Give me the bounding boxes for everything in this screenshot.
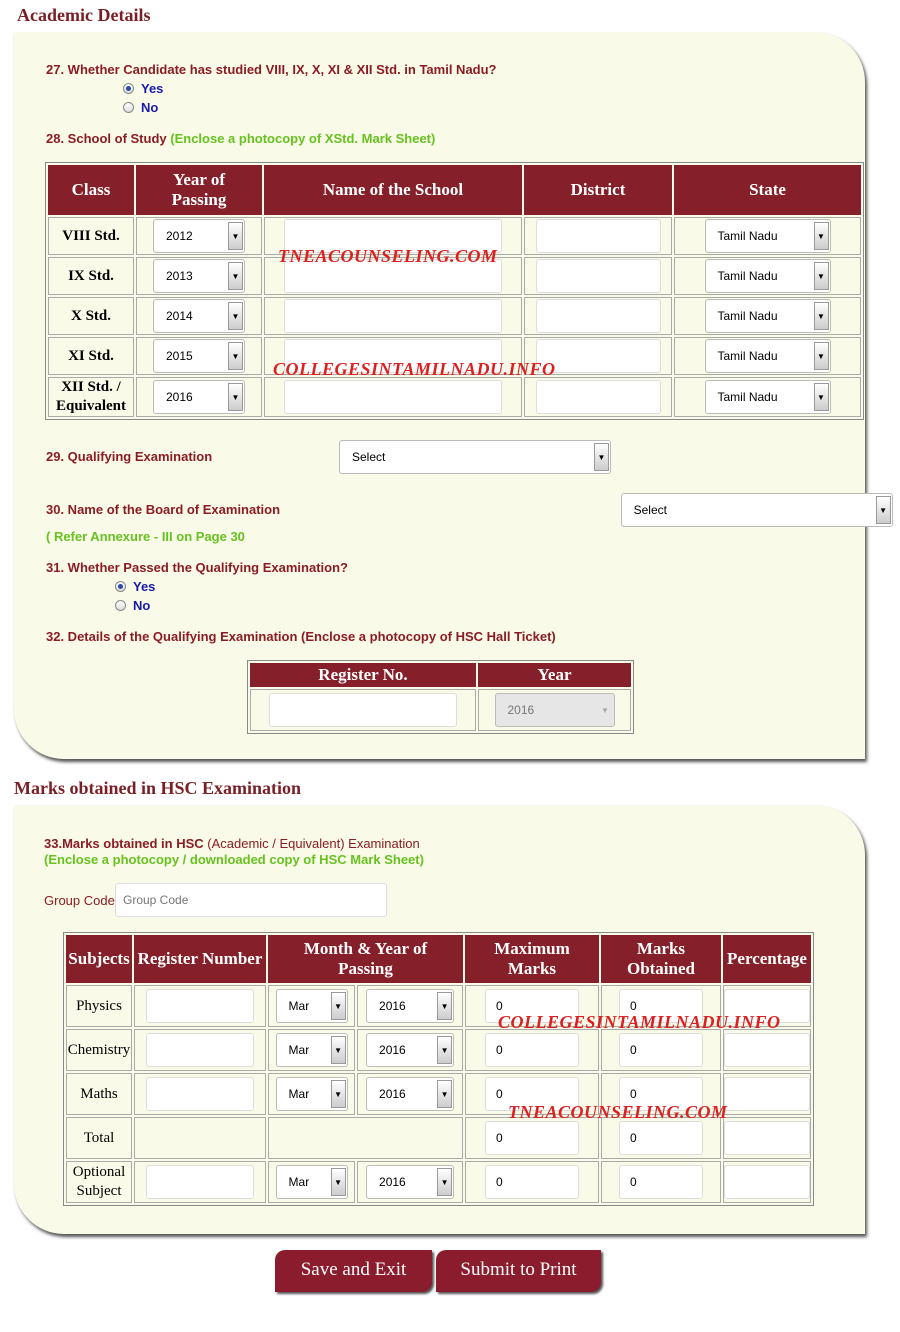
month-year-cell bbox=[268, 1117, 463, 1159]
year-cell bbox=[136, 217, 262, 255]
percentage-input[interactable] bbox=[724, 1121, 810, 1155]
q31-options bbox=[115, 577, 155, 615]
chevron-down-icon[interactable]: ▼ bbox=[814, 222, 829, 250]
subject-cell bbox=[66, 1117, 132, 1159]
board-exam-select[interactable]: Select ▼ bbox=[621, 493, 893, 527]
register-number-input[interactable] bbox=[146, 1077, 254, 1111]
register-number-input[interactable] bbox=[146, 1033, 254, 1067]
chevron-down-icon[interactable]: ▼ bbox=[437, 1168, 452, 1196]
chevron-down-icon[interactable]: ▼ bbox=[331, 992, 346, 1020]
section-title-hsc-marks: Marks obtained in HSC Examination bbox=[14, 778, 302, 798]
subject-cell bbox=[66, 985, 132, 1027]
register-no-cell bbox=[250, 689, 476, 731]
header-state: State bbox=[674, 165, 861, 215]
percentage-input[interactable] bbox=[724, 1033, 810, 1067]
district-input[interactable] bbox=[536, 380, 661, 414]
header-subjects: Subjects bbox=[66, 935, 132, 983]
year-cell bbox=[136, 337, 262, 375]
school-row bbox=[48, 297, 861, 335]
marks-obtained-cell bbox=[601, 1161, 721, 1203]
chevron-down-icon[interactable]: ▼ bbox=[228, 383, 243, 411]
school-name-cell bbox=[264, 257, 522, 295]
chevron-down-icon[interactable]: ▼ bbox=[228, 342, 243, 370]
chevron-down-icon[interactable]: ▼ bbox=[437, 1036, 452, 1064]
chevron-down-icon[interactable]: ▼ bbox=[814, 342, 829, 370]
q29-label: 29. Qualifying Examination bbox=[46, 449, 213, 464]
subject-label: Total bbox=[83, 1129, 115, 1146]
register-number-input[interactable] bbox=[146, 989, 254, 1023]
subject-cell bbox=[66, 1029, 132, 1071]
month-select[interactable]: Mar ▼ bbox=[276, 1165, 348, 1199]
marks-obtained-input[interactable]: 0 bbox=[619, 989, 703, 1023]
q31-no-option[interactable]: No bbox=[115, 596, 155, 615]
section-title-academic: Academic Details bbox=[17, 5, 151, 25]
radio-selected-icon[interactable] bbox=[123, 83, 134, 94]
watermark-tnea: TNEACOUNSELING.COM bbox=[278, 246, 498, 266]
state-cell bbox=[674, 217, 861, 255]
q27-no-option[interactable]: No bbox=[123, 98, 163, 117]
chevron-down-icon[interactable]: ▼ bbox=[814, 302, 829, 330]
year-of-passing-select[interactable]: 2013 ▼ bbox=[153, 259, 245, 293]
district-cell bbox=[524, 257, 672, 295]
class-label: VIII Std. bbox=[62, 227, 120, 244]
percentage-cell bbox=[723, 1161, 811, 1203]
chevron-down-icon[interactable]: ▼ bbox=[331, 1080, 346, 1108]
year-cell bbox=[136, 377, 262, 417]
school-name-input[interactable] bbox=[284, 259, 502, 293]
state-cell bbox=[674, 297, 861, 335]
state-cell bbox=[674, 337, 861, 375]
class-cell bbox=[48, 257, 134, 295]
marks-obtained-input[interactable]: 0 bbox=[619, 1165, 703, 1199]
chevron-down-icon[interactable]: ▼ bbox=[814, 262, 829, 290]
class-cell bbox=[48, 377, 134, 417]
district-cell bbox=[524, 377, 672, 417]
school-name-cell bbox=[264, 337, 522, 375]
max-marks-cell bbox=[465, 985, 599, 1027]
header-class: Class bbox=[48, 165, 134, 215]
school-name-input[interactable] bbox=[284, 339, 502, 373]
month-cell bbox=[268, 985, 355, 1027]
month-cell bbox=[268, 1161, 355, 1203]
year-select[interactable]: 2016 ▼ bbox=[366, 989, 454, 1023]
hsc-marks-table bbox=[63, 932, 814, 1206]
year-of-passing-select[interactable]: 2014 ▼ bbox=[153, 299, 245, 333]
header-district: District bbox=[524, 165, 672, 215]
percentage-cell bbox=[723, 1073, 811, 1115]
watermark-colleges-2: COLLEGESINTAMILNADU.INFO bbox=[498, 1012, 781, 1032]
q32-label: 32. Details of the Qualifying Examination bbox=[46, 629, 298, 644]
subject-cell bbox=[66, 1161, 132, 1203]
year-cell bbox=[357, 1029, 463, 1071]
year-select[interactable]: 2016 ▼ bbox=[366, 1077, 454, 1111]
marks-row bbox=[66, 1029, 811, 1071]
year-select[interactable]: 2016 ▼ bbox=[366, 1033, 454, 1067]
district-input[interactable] bbox=[536, 219, 661, 253]
qualifying-exam-select[interactable]: Select ▼ bbox=[339, 440, 611, 474]
max-marks-input[interactable]: 0 bbox=[485, 1121, 579, 1155]
max-marks-cell bbox=[465, 1117, 599, 1159]
year-cell bbox=[136, 297, 262, 335]
school-of-study-table bbox=[45, 162, 864, 420]
submit-to-print-button[interactable]: Submit to Print bbox=[436, 1250, 601, 1292]
class-label: XI Std. bbox=[68, 347, 114, 364]
marks-obtained-cell bbox=[601, 985, 721, 1027]
q31-yes-option[interactable]: Yes bbox=[115, 577, 155, 596]
q33-note: (Enclose a photocopy / downloaded copy of HSC Mark Sheet) bbox=[44, 852, 424, 867]
month-cell bbox=[268, 1029, 355, 1071]
month-cell bbox=[268, 1073, 355, 1115]
reg-year-select[interactable]: 2016 ▼ bbox=[495, 693, 615, 727]
school-name-cell bbox=[264, 217, 522, 255]
header-max-marks: Maximum Marks bbox=[465, 935, 599, 983]
marks-obtained-cell bbox=[601, 1029, 721, 1071]
max-marks-cell bbox=[465, 1029, 599, 1071]
year-select[interactable]: 2016 ▼ bbox=[366, 1165, 454, 1199]
chevron-down-icon[interactable]: ▼ bbox=[594, 443, 609, 471]
month-select[interactable]: Mar ▼ bbox=[276, 989, 348, 1023]
percentage-cell bbox=[723, 985, 811, 1027]
header-percentage: Percentage bbox=[723, 935, 811, 983]
q33-label: 33.Marks obtained in HSC bbox=[44, 836, 204, 851]
state-select[interactable]: Tamil Nadu ▼ bbox=[705, 339, 831, 373]
max-marks-input[interactable]: 0 bbox=[485, 1077, 579, 1111]
header-register-number: Register Number bbox=[134, 935, 266, 983]
percentage-cell bbox=[723, 1029, 811, 1071]
chevron-down-icon[interactable]: ▼ bbox=[437, 992, 452, 1020]
percentage-cell bbox=[723, 1117, 811, 1159]
school-row bbox=[48, 337, 861, 375]
register-no-input[interactable] bbox=[269, 693, 457, 727]
state-select[interactable]: Tamil Nadu ▼ bbox=[705, 299, 831, 333]
q32-note: (Enclose a photocopy of HSC Hall Ticket) bbox=[301, 629, 556, 644]
percentage-input[interactable] bbox=[724, 1077, 810, 1111]
year-cell bbox=[357, 985, 463, 1027]
q32-heading bbox=[46, 629, 556, 644]
subject-label: Optional Subject bbox=[72, 1164, 126, 1199]
school-name-cell bbox=[264, 297, 522, 335]
max-marks-cell bbox=[465, 1073, 599, 1115]
marks-obtained-input[interactable]: 0 bbox=[619, 1121, 703, 1155]
q33-label-rest: (Academic / Equivalent) Examination bbox=[203, 836, 420, 851]
radio-selected-icon[interactable] bbox=[115, 581, 126, 592]
header-marks-obtained: Marks Obtained bbox=[601, 935, 721, 983]
register-number-cell bbox=[134, 985, 266, 1027]
chevron-down-icon[interactable]: ▼ bbox=[437, 1080, 452, 1108]
header-year: Year bbox=[478, 663, 631, 687]
radio-icon[interactable] bbox=[115, 600, 126, 611]
q30-note: ( Refer Annexure - III on Page 30 bbox=[46, 529, 245, 544]
district-cell bbox=[524, 297, 672, 335]
header-year-of-passing: Year of Passing bbox=[136, 165, 262, 215]
chevron-down-icon[interactable]: ▼ bbox=[228, 302, 243, 330]
save-and-exit-button[interactable]: Save and Exit bbox=[275, 1250, 432, 1292]
chevron-down-icon[interactable]: ▼ bbox=[228, 262, 243, 290]
month-select[interactable]: Mar ▼ bbox=[276, 1077, 348, 1111]
district-input[interactable] bbox=[536, 299, 661, 333]
class-label: X Std. bbox=[70, 307, 111, 324]
school-name-cell bbox=[264, 377, 522, 417]
max-marks-input[interactable]: 0 bbox=[485, 1165, 579, 1199]
register-number-input[interactable] bbox=[146, 1165, 254, 1199]
class-cell bbox=[48, 297, 134, 335]
chevron-down-icon[interactable]: ▼ bbox=[331, 1168, 346, 1196]
year-of-passing-select[interactable]: 2012 ▼ bbox=[153, 219, 245, 253]
marks-row bbox=[66, 1161, 811, 1203]
chevron-down-icon[interactable]: ▼ bbox=[331, 1036, 346, 1064]
register-number-cell bbox=[134, 1161, 266, 1203]
percentage-input[interactable] bbox=[724, 989, 810, 1023]
register-number-cell bbox=[134, 1117, 266, 1159]
chevron-down-icon[interactable]: ▼ bbox=[814, 383, 829, 411]
subject-cell bbox=[66, 1073, 132, 1115]
subject-label: Physics bbox=[76, 997, 122, 1014]
school-row bbox=[48, 257, 861, 295]
class-label: IX Std. bbox=[68, 267, 114, 284]
q30-label: 30. Name of the Board of Examination bbox=[46, 502, 281, 517]
marks-obtained-input[interactable]: 0 bbox=[619, 1033, 703, 1067]
marks-row bbox=[66, 1117, 811, 1159]
q28-note: (Enclose a photocopy of XStd. Mark Sheet) bbox=[170, 131, 436, 146]
district-input[interactable] bbox=[536, 259, 661, 293]
year-cell bbox=[357, 1161, 463, 1203]
subject-label: Maths bbox=[80, 1085, 118, 1102]
district-input[interactable] bbox=[536, 339, 661, 373]
max-marks-input[interactable]: 0 bbox=[485, 1033, 579, 1067]
class-cell bbox=[48, 217, 134, 255]
year-cell bbox=[136, 257, 262, 295]
chevron-down-icon[interactable]: ▼ bbox=[601, 705, 609, 715]
marks-obtained-input[interactable]: 0 bbox=[619, 1077, 703, 1111]
year-of-passing-select[interactable]: 2015 ▼ bbox=[153, 339, 245, 373]
register-number-cell bbox=[134, 1029, 266, 1071]
q31-label: 31. Whether Passed the Qualifying Examination? bbox=[46, 560, 348, 575]
district-cell bbox=[524, 337, 672, 375]
header-school-name: Name of the School bbox=[264, 165, 522, 215]
marks-row bbox=[66, 1073, 811, 1115]
subject-label: Chemistry bbox=[67, 1041, 131, 1058]
school-row bbox=[48, 217, 861, 255]
header-register-no: Register No. bbox=[250, 663, 476, 687]
q27-label: 27. Whether Candidate has studied VIII, IX, X, XI & XII Std. in Tamil Nadu? bbox=[46, 62, 497, 77]
class-cell bbox=[48, 337, 134, 375]
state-cell bbox=[674, 257, 861, 295]
year-of-passing-select[interactable]: 2016 ▼ bbox=[153, 380, 245, 414]
q27-options bbox=[123, 79, 163, 117]
state-select[interactable]: Tamil Nadu ▼ bbox=[705, 259, 831, 293]
year-cell bbox=[357, 1073, 463, 1115]
max-marks-cell bbox=[465, 1161, 599, 1203]
chevron-down-icon[interactable]: ▼ bbox=[228, 222, 243, 250]
state-cell bbox=[674, 377, 861, 417]
header-month-year: Month & Year of Passing bbox=[268, 935, 463, 983]
group-code-label: Group Code bbox=[44, 893, 115, 908]
q33-heading bbox=[44, 836, 420, 851]
school-name-input[interactable] bbox=[284, 380, 502, 414]
q27-yes-option[interactable]: Yes bbox=[123, 79, 163, 98]
marks-obtained-cell bbox=[601, 1073, 721, 1115]
month-select[interactable]: Mar ▼ bbox=[276, 1033, 348, 1067]
state-select[interactable]: Tamil Nadu ▼ bbox=[705, 219, 831, 253]
reg-year-cell bbox=[478, 689, 631, 731]
marks-obtained-cell bbox=[601, 1117, 721, 1159]
percentage-input[interactable] bbox=[724, 1165, 810, 1199]
q28-heading bbox=[46, 131, 435, 146]
marks-row bbox=[66, 985, 811, 1027]
state-select[interactable]: Tamil Nadu ▼ bbox=[705, 380, 831, 414]
group-code-input[interactable] bbox=[115, 883, 387, 917]
class-label: XII Std. / Equivalent bbox=[55, 379, 127, 414]
district-cell bbox=[524, 217, 672, 255]
register-number-cell bbox=[134, 1073, 266, 1115]
register-table bbox=[247, 660, 634, 734]
school-name-input[interactable] bbox=[284, 219, 502, 253]
school-row bbox=[48, 377, 861, 417]
radio-icon[interactable] bbox=[123, 102, 134, 113]
chevron-down-icon[interactable]: ▼ bbox=[876, 496, 891, 524]
q28-label: 28. School of Study bbox=[46, 131, 167, 146]
watermark-colleges: COLLEGESINTAMILNADU.INFO bbox=[273, 359, 556, 379]
watermark-tnea-2: TNEACOUNSELING.COM bbox=[508, 1102, 728, 1122]
school-name-input[interactable] bbox=[284, 299, 502, 333]
max-marks-input[interactable]: 0 bbox=[485, 989, 579, 1023]
